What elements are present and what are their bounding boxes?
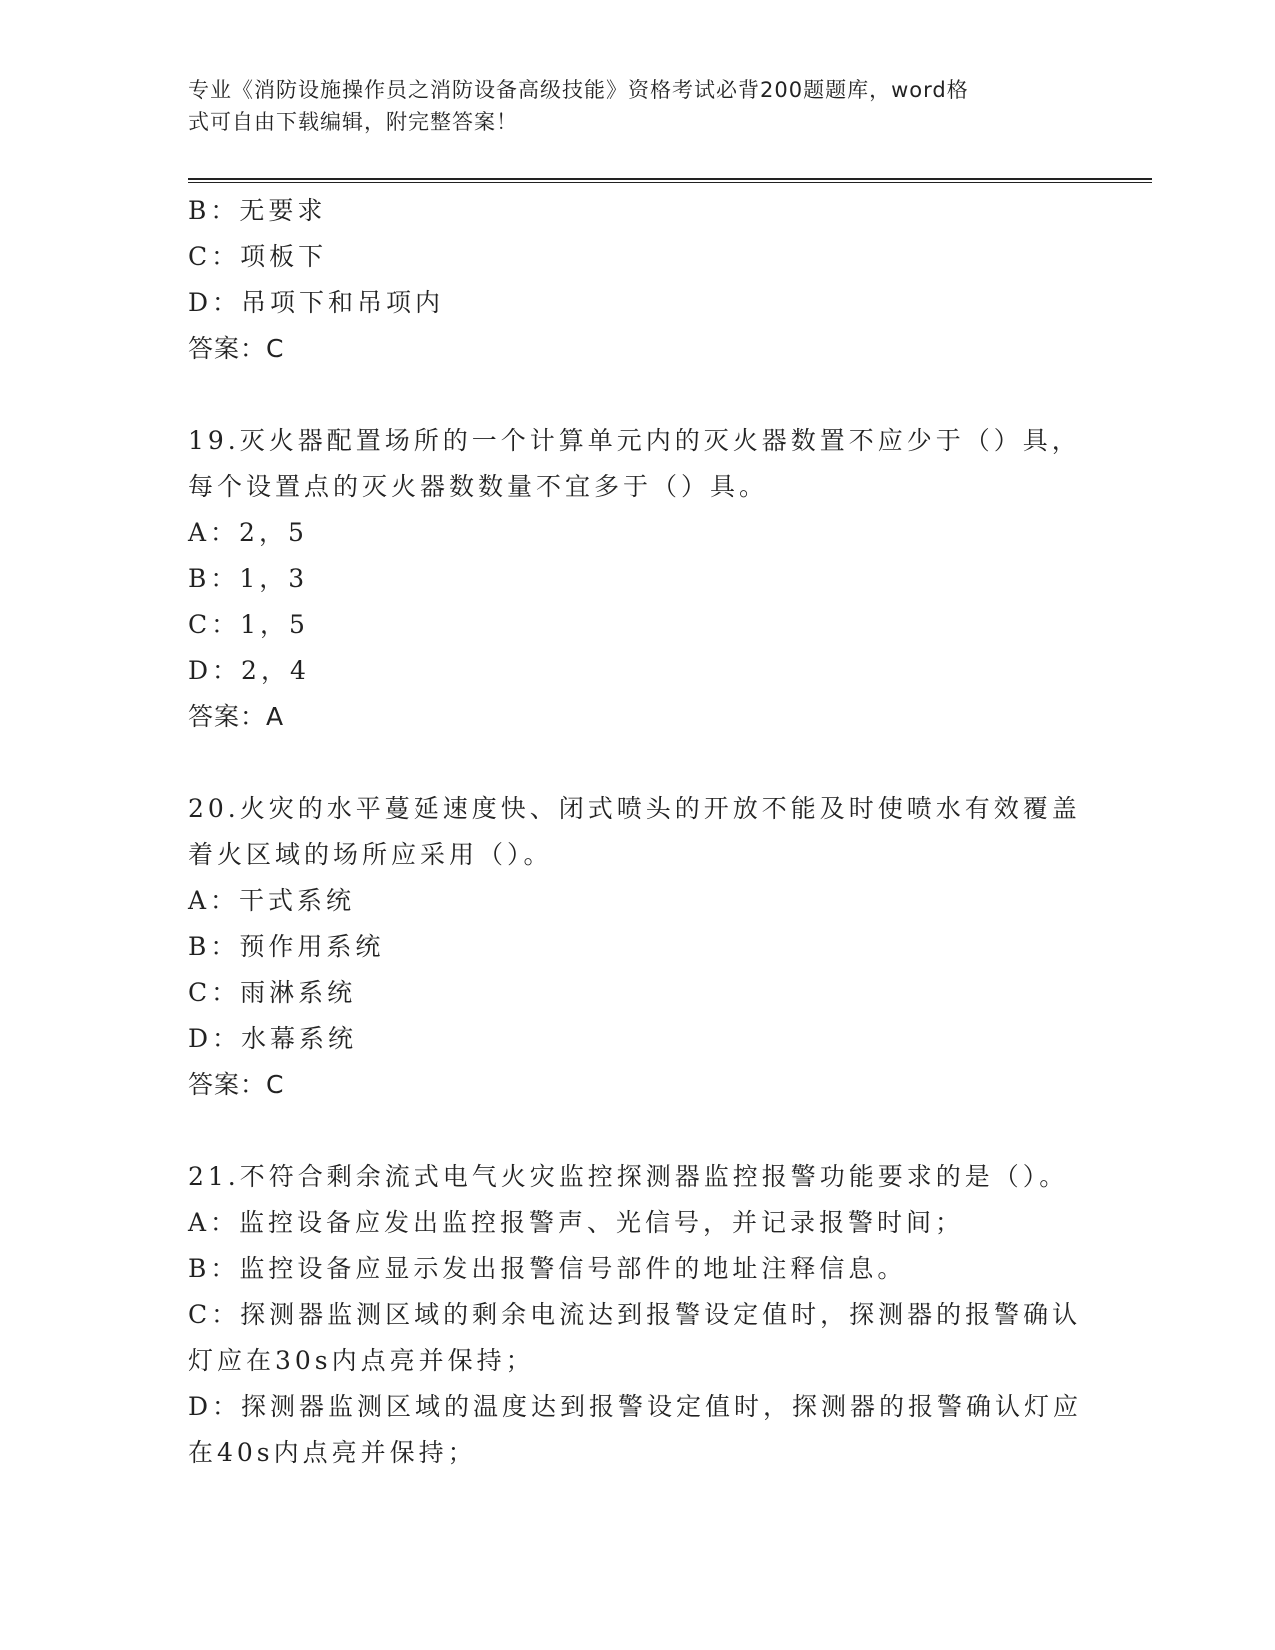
header-title-line-1: 专业《消防设施操作员之消防设备高级技能》资格考试必背200题题库，word格: [188, 78, 969, 102]
question-20-option-c: C：雨淋系统: [188, 978, 357, 1007]
document-header: [188, 74, 1068, 138]
question-20-option-a: A：干式系统: [188, 886, 356, 915]
question-21-option-b: B：监控设备应显示发出报警信号部件的地址注释信息。: [188, 1254, 907, 1283]
question-21-text: 21.不符合剩余流式电气火灾监控探测器监控报警功能要求的是（）。: [188, 1162, 1069, 1191]
question-21-option-a: A：监控设备应发出监控报警声、光信号，并记录报警时间；: [188, 1208, 965, 1237]
answer-line: 答案：C: [188, 334, 285, 363]
question-19-text-line-1: 19.灭火器配置场所的一个计算单元内的灭火器数置不应少于（）具，: [188, 426, 1081, 455]
header-title-line-2: 式可自由下载编辑，附完整答案！: [188, 110, 518, 134]
spacer: [188, 740, 1088, 786]
header-divider: [188, 178, 1152, 183]
question-19-answer: 答案：A: [188, 702, 285, 731]
option-b: B：无要求: [188, 196, 327, 225]
question-20-text-line-2: 着火区域的场所应采用（）。: [188, 840, 553, 869]
spacer: [188, 1108, 1088, 1154]
question-20-option-b: B：预作用系统: [188, 932, 385, 961]
question-20-option-d: D：水幕系统: [188, 1024, 358, 1053]
question-21-option-c-line-2: 灯应在30s内点亮并保持；: [188, 1346, 535, 1375]
question-20-text-line-1: 20.火灾的水平蔓延速度快、闭式喷头的开放不能及时使喷水有效覆盖: [188, 794, 1081, 823]
question-20-answer: 答案：C: [188, 1070, 285, 1099]
question-19-option-c: C：1，5: [188, 610, 309, 639]
question-content: [188, 188, 1088, 1476]
question-19-option-d: D：2，4: [188, 656, 310, 685]
question-21-option-c-line-1: C：探测器监测区域的剩余电流达到报警设定值时，探测器的报警确认: [188, 1300, 1082, 1329]
question-19-text-line-2: 每个设置点的灭火器数数量不宜多于（）具。: [188, 472, 769, 501]
question-21-option-d-line-1: D：探测器监测区域的温度达到报警设定值时，探测器的报警确认灯应: [188, 1392, 1083, 1421]
question-21-option-d-line-2: 在40s内点亮并保持；: [188, 1438, 477, 1467]
spacer: [188, 372, 1088, 418]
option-d: D：吊项下和吊项内: [188, 288, 445, 317]
question-19-option-b: B：1，3: [188, 564, 309, 593]
question-19-option-a: A：2，5: [188, 518, 308, 547]
option-c: C：项板下: [188, 242, 328, 271]
